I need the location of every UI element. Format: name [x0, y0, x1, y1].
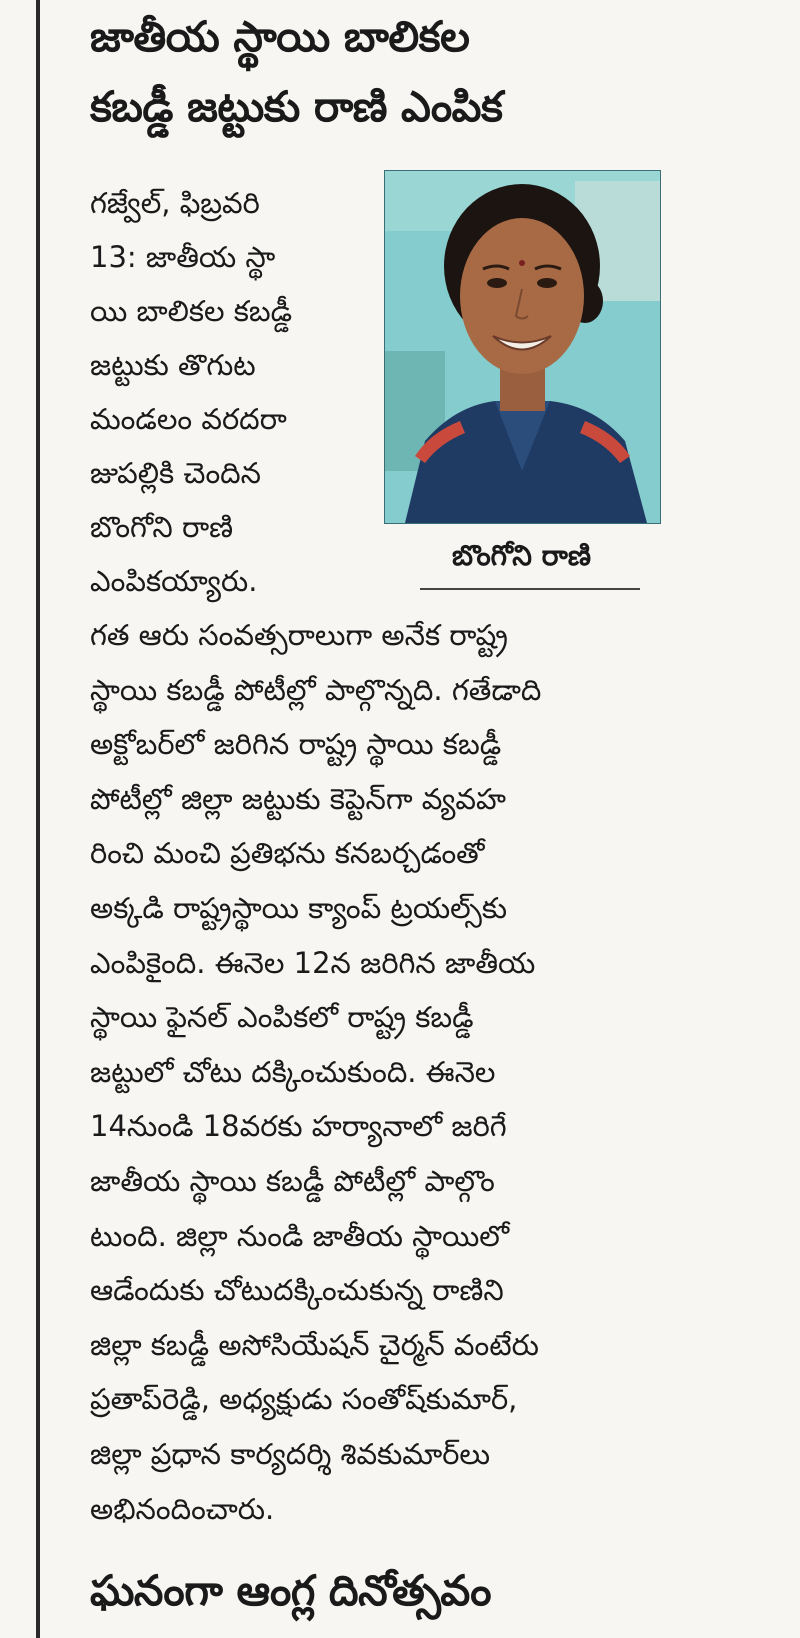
portrait-photo — [384, 170, 661, 524]
intro-line: గజ్వేల్, ఫిబ్రవరి — [90, 186, 260, 220]
intro-line: యి బాలికల కబడ్డీ — [90, 294, 293, 328]
body-line: అభినందించారు. — [90, 1491, 275, 1526]
body-line: గత ఆరు సంవత్సరాలుగా అనేక రాష్ట్ర — [90, 618, 508, 652]
body-line: రించి మంచి ప్రతిభను కనబర్చడంతో — [90, 836, 485, 871]
body-line: ఎంపికైంది. ఈనెల 12న జరిగిన జాతీయ — [90, 945, 536, 980]
headline-line-2: కబడ్డీ జట్టుకు రాణి ఎంపిక — [90, 82, 503, 131]
body-line: జాతీయ స్థాయి కబడ్డీ పోటీల్లో పాల్గొం — [90, 1163, 495, 1198]
body-line: అక్టోబర్‌లో జరిగిన రాష్ట్ర స్థాయి కబడ్డీ — [90, 727, 502, 762]
portrait-illustration — [385, 171, 660, 523]
body-line: ఆడేందుకు చోటుదక్కించుకున్న రాణిని — [90, 1273, 504, 1308]
intro-line: ఎంపికయ్యారు. — [90, 564, 258, 598]
body-line: స్థాయి ఫైనల్ ఎంపికలో రాష్ట్ర కబడ్డీ — [90, 1000, 474, 1035]
body-line: జట్టులో చోటు దక్కించుకుంది. ఈనెల — [90, 1054, 496, 1089]
headline-line-1: జాతీయ స్థాయి బాలికల — [90, 12, 470, 61]
body-line: జిల్లా ప్రధాన కార్యదర్శి శివకుమార్‌లు — [90, 1436, 491, 1471]
body-line: ప్రతాప్‌రెడ్డి, అధ్యక్షుడు సంతోష్‌కుమార్, — [90, 1382, 518, 1417]
body-line: జిల్లా కబడ్డీ అసోసియేషన్ చైర్మన్ వంటేరు — [90, 1327, 539, 1362]
body-line: పోటీల్లో జిల్లా జట్టుకు కెప్టెన్‌గా వ్యవహ — [90, 781, 506, 816]
caption-divider — [420, 588, 640, 590]
body-line: 14నుండి 18వరకు హర్యానాలో జరిగే — [90, 1109, 507, 1144]
intro-line: జట్టుకు తొగుట — [90, 348, 256, 382]
body-line: అక్కడి రాష్ట్రస్థాయి క్యాంప్ ట్రయల్స్‌కు — [90, 890, 508, 925]
intro-line: 13: జాతీయ స్థా — [90, 240, 276, 274]
body-line: స్థాయి కబడ్డీ పోటీల్లో పాల్గొన్నది. గతేడాది — [90, 672, 542, 707]
next-article-headline: ఘనంగా ఆంగ్ల దినోత్సవం — [90, 1566, 492, 1615]
body-line: టుంది. జిల్లా నుండి జాతీయ స్థాయిలో — [90, 1218, 510, 1253]
intro-line: బొంగోని రాణి — [90, 510, 234, 544]
intro-line: జుపల్లికి చెందిన — [90, 456, 261, 490]
photo-caption: బొంగోని రాణి — [451, 539, 592, 572]
intro-paragraph — [90, 176, 358, 608]
column-rule — [36, 0, 40, 1638]
article-body — [90, 608, 660, 1536]
intro-line: మండలం వరదరా — [90, 402, 287, 436]
